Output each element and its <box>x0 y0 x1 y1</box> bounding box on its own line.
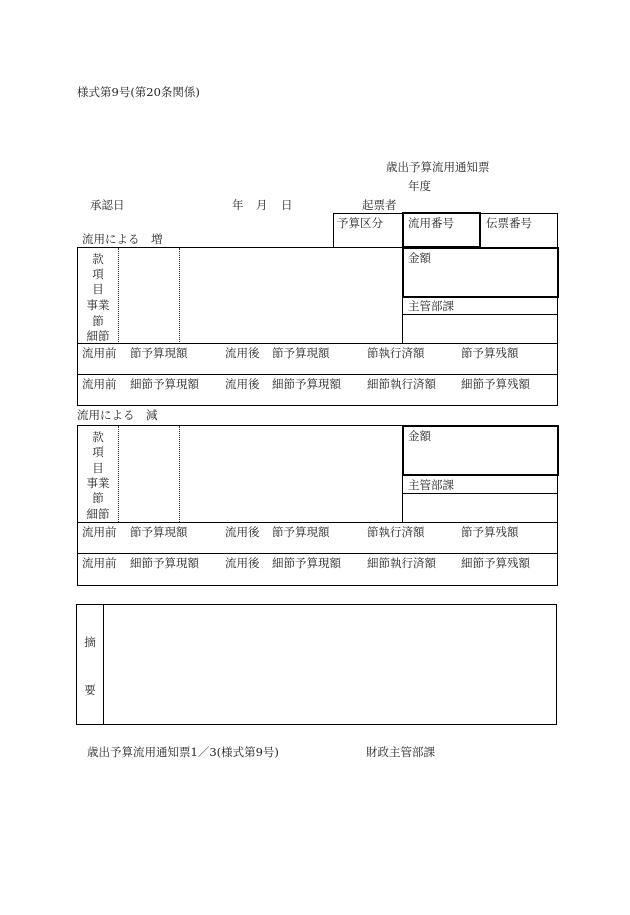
executed-amount-label: 節執行済額 <box>367 525 425 539</box>
budget-codes <box>78 426 118 522</box>
budget-current-label: 細節予算現額 <box>130 556 199 570</box>
budget-current-after-label: 細節予算現額 <box>272 377 341 391</box>
footer-department: 財政主管部課 <box>366 745 435 759</box>
remarks-box <box>76 604 557 725</box>
before-transfer-label: 流用前 <box>82 525 117 539</box>
budget-remaining-label: 節予算残額 <box>461 525 519 539</box>
dotted-divider <box>118 426 119 522</box>
increase-heading: 流用による 増 <box>82 232 163 246</box>
code-jigyou: 事業 <box>86 476 110 490</box>
increase-section <box>77 247 558 406</box>
transfer-number-cell <box>402 212 481 248</box>
approval-day: 日 <box>281 198 293 212</box>
decrease-section <box>77 425 558 586</box>
budget-current-after-label: 節予算現額 <box>272 346 330 360</box>
code-setsu: 節 <box>92 314 104 328</box>
code-kan: 款 <box>92 252 104 266</box>
budget-current-label: 節予算現額 <box>130 346 188 360</box>
before-transfer-label: 流用前 <box>82 556 117 570</box>
budget-category-label: 予算区分 <box>337 216 383 230</box>
executed-amount-label: 節執行済額 <box>367 346 425 360</box>
drafter-label: 起票者 <box>362 198 397 212</box>
code-kou: 項 <box>92 445 104 459</box>
executed-amount-label: 細節執行済額 <box>367 556 436 570</box>
section-budget-row <box>78 346 557 360</box>
budget-current-after-label: 節予算現額 <box>272 525 330 539</box>
after-transfer-label: 流用後 <box>225 377 260 391</box>
voucher-number-cell <box>479 213 558 248</box>
budget-remaining-label: 細節予算残額 <box>461 556 530 570</box>
section-budget-row <box>78 525 557 539</box>
budget-remaining-label: 細節予算残額 <box>461 377 530 391</box>
subsection-budget-row <box>78 556 557 570</box>
code-jigyou: 事業 <box>86 298 110 312</box>
row-divider <box>78 343 557 344</box>
amount-box <box>402 425 559 476</box>
code-saisetsu: 細節 <box>86 507 110 521</box>
approval-year: 年 <box>232 198 244 212</box>
footer-form-reference: 歳出予算流用通知票1／3(様式第9号) <box>87 745 279 759</box>
department-label: 主管部課 <box>408 299 454 313</box>
row-divider <box>78 522 557 523</box>
code-setsu: 節 <box>92 491 104 505</box>
budget-remaining-label: 節予算残額 <box>461 346 519 360</box>
approval-date-label: 承認日 <box>90 198 125 212</box>
form-number: 様式第9号(第20条関係) <box>77 85 200 99</box>
before-transfer-label: 流用前 <box>82 346 117 360</box>
after-transfer-label: 流用後 <box>225 525 260 539</box>
department-divider <box>403 314 558 315</box>
amount-label: 金額 <box>408 429 431 443</box>
after-transfer-label: 流用後 <box>225 556 260 570</box>
code-moku: 目 <box>92 461 104 475</box>
row-divider <box>78 374 557 375</box>
budget-codes <box>78 248 118 344</box>
department-divider <box>403 493 558 494</box>
dotted-divider <box>118 248 119 344</box>
budget-current-after-label: 細節予算現額 <box>272 556 341 570</box>
executed-amount-label: 細節執行済額 <box>367 377 436 391</box>
dotted-divider <box>179 248 180 344</box>
after-transfer-label: 流用後 <box>225 346 260 360</box>
remarks-label-top: 摘 <box>84 635 96 649</box>
code-kan: 款 <box>92 430 104 444</box>
subsection-budget-row <box>78 377 557 391</box>
transfer-number-label: 流用番号 <box>408 216 454 230</box>
remarks-label-bottom: 要 <box>84 683 96 697</box>
decrease-heading: 流用による 減 <box>77 408 158 422</box>
before-transfer-label: 流用前 <box>82 377 117 391</box>
budget-current-label: 細節予算現額 <box>130 377 199 391</box>
budget-current-label: 節予算現額 <box>130 525 188 539</box>
code-kou: 項 <box>92 267 104 281</box>
code-saisetsu: 細節 <box>86 329 110 343</box>
dotted-divider <box>179 426 180 522</box>
form-title: 歳出予算流用通知票 <box>386 160 490 174</box>
row-divider <box>78 553 557 554</box>
department-label: 主管部課 <box>408 478 454 492</box>
remarks-divider <box>103 605 104 724</box>
code-moku: 目 <box>92 282 104 296</box>
voucher-number-label: 伝票番号 <box>486 216 532 230</box>
approval-month: 月 <box>256 198 268 212</box>
budget-category-cell <box>333 213 404 248</box>
fiscal-year-label: 年度 <box>408 179 431 193</box>
amount-box <box>402 247 559 298</box>
amount-label: 金額 <box>408 251 431 265</box>
